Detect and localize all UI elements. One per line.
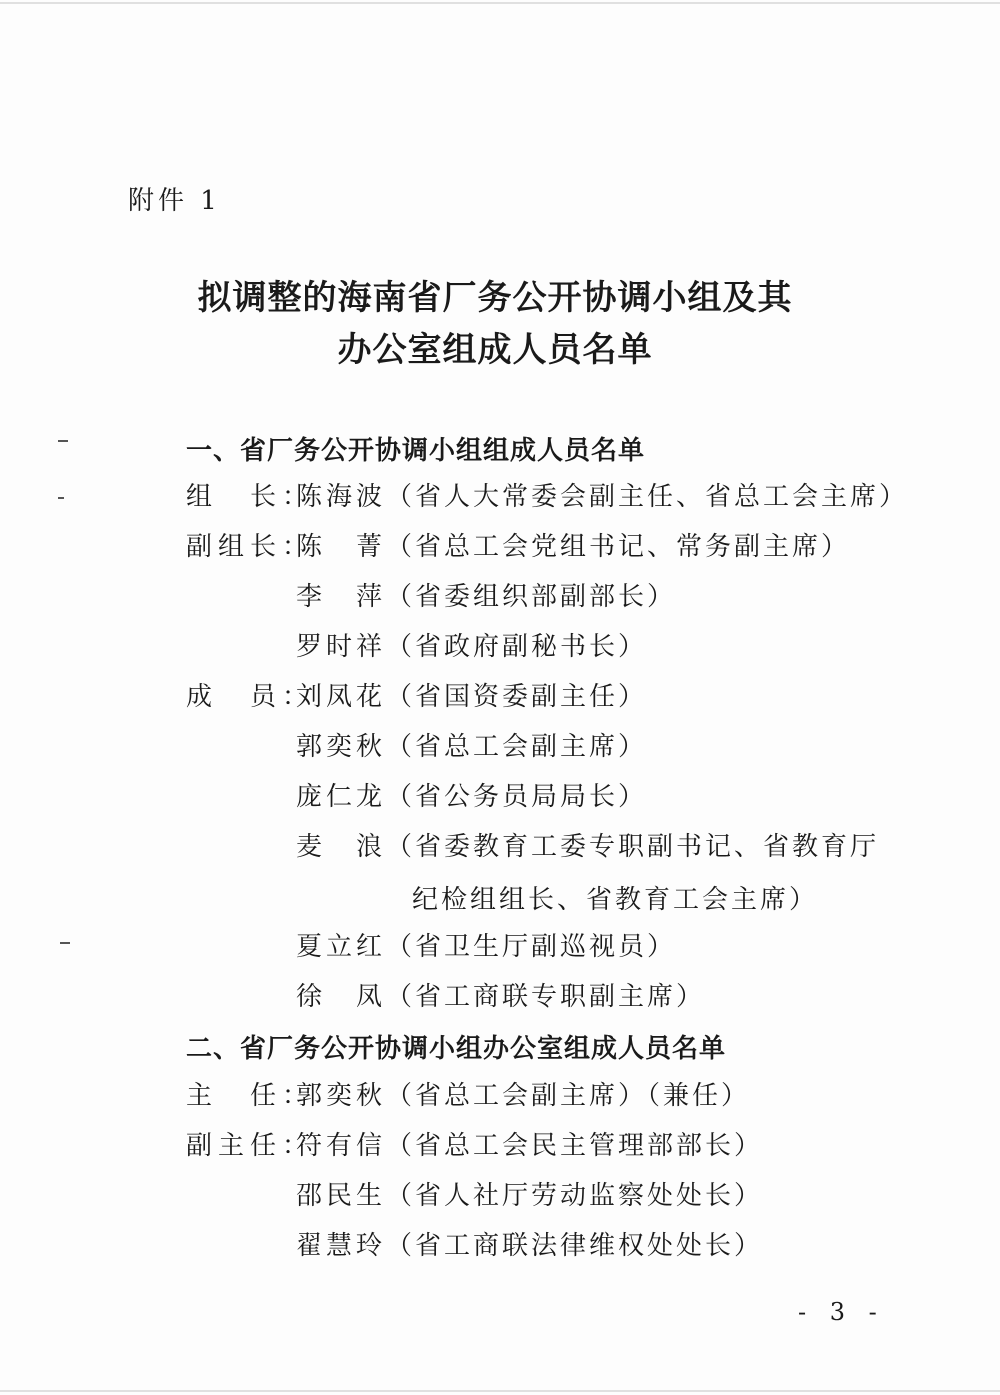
member-name: 符有信 xyxy=(296,1131,387,1161)
section-heading-2: 二、省厂务公开协调小组办公室组成人员名单 xyxy=(186,1034,727,1064)
member-position: （省公务员局局长） xyxy=(386,782,648,812)
member-position: （省工商联法律维权处处长） xyxy=(386,1231,764,1261)
member-name: 陈海波 xyxy=(296,482,387,512)
member-position-continued: 纪检组组长、省教育工会主席） xyxy=(412,885,819,915)
member-name: 夏立红 xyxy=(296,932,387,962)
member-position: （省总工会民主管理部部长） xyxy=(386,1131,764,1161)
scan-mark xyxy=(60,942,70,944)
member-name: 郭奕秋 xyxy=(296,1081,387,1111)
member-name: 罗时祥 xyxy=(296,632,387,662)
role-label: 组 长： xyxy=(186,482,315,512)
role-label: 主 任： xyxy=(186,1081,315,1111)
member-position: （省国资委副主任） xyxy=(386,682,648,712)
member-position: （省总工会副主席） xyxy=(386,732,648,762)
role-label: 成 员： xyxy=(186,682,315,712)
member-name: 麦 浪 xyxy=(296,832,387,862)
role-label: 副主任： xyxy=(186,1131,315,1161)
role-label: 副组长： xyxy=(186,532,315,562)
member-name: 翟慧玲 xyxy=(296,1231,387,1261)
member-position: （省委教育工委专职副书记、省教育厅 xyxy=(386,832,880,862)
title-line-1: 拟调整的海南省厂务公开协调小组及其 xyxy=(197,278,793,318)
member-position: （省人大常委会副主任、省总工会主席） xyxy=(386,482,909,512)
member-position: （省总工会党组书记、常务副主席） xyxy=(386,532,851,562)
member-position: （省政府副秘书长） xyxy=(386,632,648,662)
section-heading-1: 一、省厂务公开协调小组组成人员名单 xyxy=(186,436,646,466)
attachment-label: 附件 1 xyxy=(128,186,221,216)
document-title xyxy=(150,272,840,376)
title-line-2: 办公室组成人员名单 xyxy=(337,330,653,370)
scan-edge-top xyxy=(0,2,1000,4)
member-name: 邵民生 xyxy=(296,1181,387,1211)
member-name: 李 萍 xyxy=(296,582,387,612)
member-position: （省卫生厅副巡视员） xyxy=(386,932,677,962)
member-position: （省人社厅劳动监察处处长） xyxy=(386,1181,764,1211)
member-name: 庞仁龙 xyxy=(296,782,387,812)
scan-mark xyxy=(58,440,68,442)
member-name: 陈 菁 xyxy=(296,532,387,562)
member-position: （省工商联专职副主席） xyxy=(386,982,706,1012)
member-position: （省总工会副主席）（兼任） xyxy=(386,1081,751,1111)
page-number: - 3 - xyxy=(798,1298,885,1326)
member-name: 徐 凤 xyxy=(296,982,387,1012)
member-position: （省委组织部副部长） xyxy=(386,582,677,612)
scan-mark xyxy=(58,497,64,499)
member-name: 刘凤花 xyxy=(296,682,387,712)
member-name: 郭奕秋 xyxy=(296,732,387,762)
scan-edge-bottom xyxy=(0,1390,1000,1392)
